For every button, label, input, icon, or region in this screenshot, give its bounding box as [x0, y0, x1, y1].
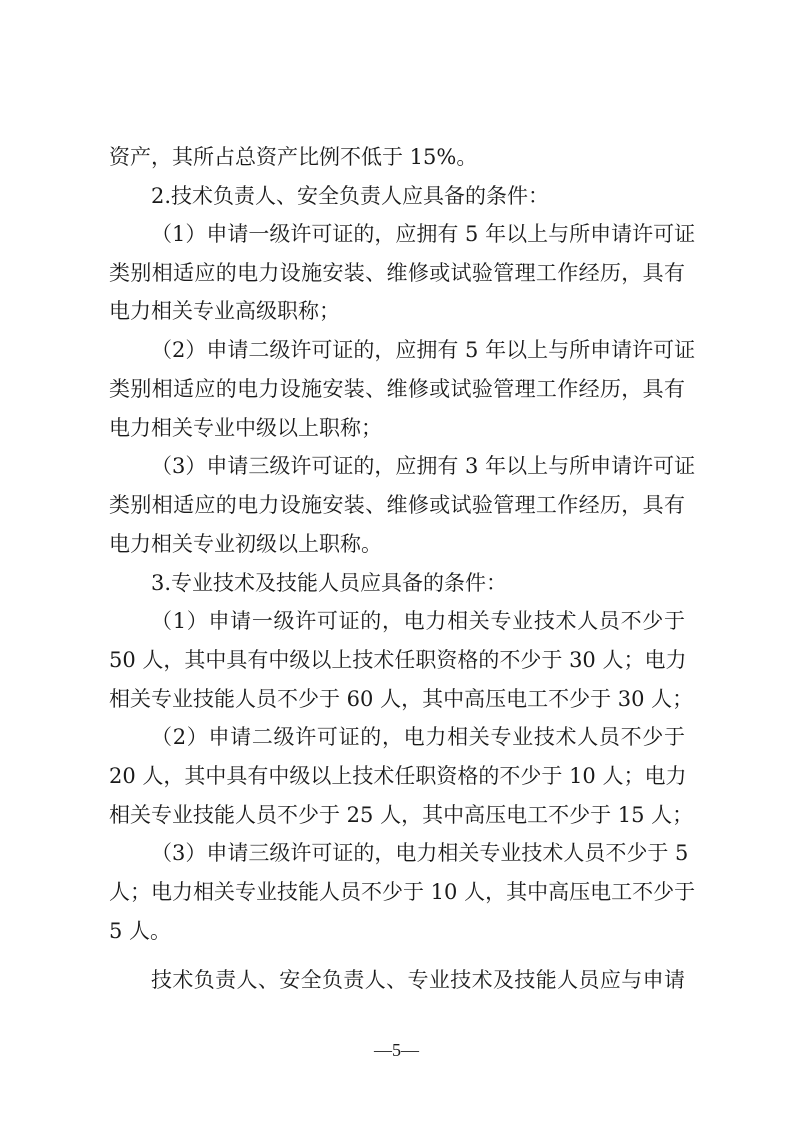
- text-line: （1）申请一级许可证的，应拥有 5 年以上与所申请许可证: [151, 222, 696, 246]
- text-line: 50 人，其中具有中级以上技术任职资格的不少于 30 人；电力: [109, 648, 687, 672]
- text-line: 类别相适应的电力设施安装、维修或试验管理工作经历，具有: [109, 261, 685, 285]
- text-line: 5 人。: [109, 919, 172, 943]
- text-line: 类别相适应的电力设施安装、维修或试验管理工作经历，具有: [109, 377, 685, 401]
- text-line: （2）申请二级许可证的，应拥有 5 年以上与所申请许可证: [151, 338, 696, 362]
- section-heading: 3.专业技术及技能人员应具备的条件：: [151, 571, 508, 595]
- text-line: 相关专业技能人员不少于 25 人，其中高压电工不少于 15 人；: [109, 803, 694, 827]
- text-line: 类别相适应的电力设施安装、维修或试验管理工作经历，具有: [109, 493, 685, 517]
- text-line: （3）申请三级许可证的，电力相关专业技术人员不少于 5: [151, 841, 689, 865]
- section-heading: 2.技术负责人、安全负责人应具备的条件：: [151, 184, 550, 208]
- text-line: 电力相关专业高级职称；: [109, 299, 340, 323]
- page-number: —5—: [374, 1040, 419, 1060]
- text-line: 电力相关专业中级以上职称；: [109, 416, 382, 440]
- text-line: （1）申请一级许可证的，电力相关专业技术人员不少于: [151, 609, 685, 633]
- text-line: 20 人，其中具有中级以上技术任职资格的不少于 10 人；电力: [109, 764, 687, 788]
- text-line: 相关专业技能人员不少于 60 人，其中高压电工不少于 30 人；: [109, 687, 694, 711]
- text-line: （2）申请二级许可证的，电力相关专业技术人员不少于: [151, 725, 685, 749]
- text-line: 电力相关专业初级以上职称。: [109, 532, 382, 556]
- text-line: 技术负责人、安全负责人、专业技术及技能人员应与申请: [151, 968, 685, 992]
- text-line: 资产，其所占总资产比例不低于 15%。: [109, 145, 478, 169]
- text-line: 人；电力相关专业技能人员不少于 10 人，其中高压电工不少于: [109, 880, 696, 904]
- text-line: （3）申请三级许可证的，应拥有 3 年以上与所申请许可证: [151, 454, 696, 478]
